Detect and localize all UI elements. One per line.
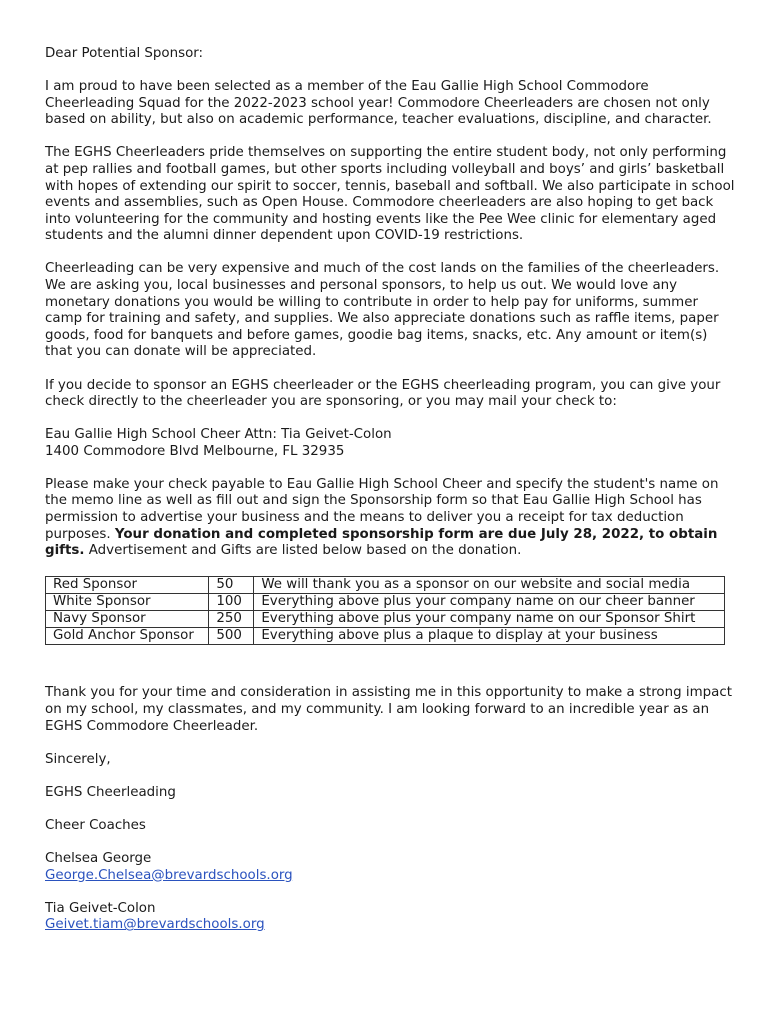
coaches-label: Cheer Coaches — [45, 817, 146, 833]
closing: Sincerely, — [45, 751, 111, 767]
table-row — [46, 628, 725, 645]
sponsor-amount: 500 — [209, 628, 254, 645]
org-name: EGHS Cheerleading — [45, 784, 176, 800]
coach-1-name: Chelsea George — [45, 850, 152, 866]
sponsor-level: Red Sponsor — [46, 577, 209, 594]
address-line-2: 1400 Commodore Blvd Melbourne, FL 32935 — [45, 443, 345, 459]
table-row — [46, 611, 725, 628]
coach-1-block — [45, 851, 735, 884]
mail-instructions-paragraph: If you decide to sponsor an EGHS cheerleader or the EGHS cheerleading program, you can give your check directly to the cheerleader you are sponsoring, or you may mail your check to: — [45, 377, 721, 410]
mailing-address — [45, 427, 735, 460]
sponsor-table — [45, 576, 725, 645]
sponsor-benefit: Everything above plus a plaque to display at your business — [254, 628, 725, 645]
sponsor-amount: 100 — [209, 594, 254, 611]
intro-paragraph: I am proud to have been selected as a member of the Eau Gallie High School Commodore Cheerleading Squad for the 2022-2023 school year! Commodore Cheerleaders are chosen not only based on ability, but also on academic performance, teacher evaluations, discipline, and character. — [45, 79, 712, 128]
thank-you-paragraph: Thank you for your time and consideration in assisting me in this opportunity to make a strong impact on my school, my classmates, and my community. I am looking forward to an incredible year as an EGHS Commodore Cheerleader. — [45, 685, 732, 734]
sponsor-amount: 250 — [209, 611, 254, 628]
address-line-1: Eau Gallie High School Cheer Attn: Tia Geivet-Colon — [45, 427, 392, 443]
coach-2-name: Tia Geivet-Colon — [45, 900, 156, 916]
table-row — [46, 577, 725, 594]
sponsor-benefit: We will thank you as a sponsor on our website and social media — [254, 577, 725, 594]
payment-text-start: Please make your check payable to Eau Gallie High School Cheer and specify the student's name on the memo line as well as fill out and sign the Sponsorship form so that Eau Gallie High School has permission to advertise your business and the means to deliver you a receipt for tax deduction purposes. — [45, 476, 719, 542]
sponsor-benefit: Everything above plus your company name on our Sponsor Shirt — [254, 611, 725, 628]
payment-paragraph — [45, 477, 735, 560]
costs-paragraph: Cheerleading can be very expensive and much of the cost lands on the families of the cheerleaders. We are asking you, local businesses and personal sponsors, to help us out. We would love any monetary donations you would be willing to contribute in order to help pay for uniforms, summer camp for training and safety, and supplies. We also appreciate donations such as raffle items, paper goods, food for banquets and before games, goodie bag items, snacks, etc. Any amount or item(s) that you can donate will be appreciated. — [45, 261, 720, 360]
coach-1-email-link[interactable]: George.Chelsea@brevardschools.org — [45, 867, 293, 883]
salutation: Dear Potential Sponsor: — [45, 46, 204, 61]
sponsor-level: White Sponsor — [46, 594, 209, 611]
table-row — [46, 594, 725, 611]
sponsor-benefit: Everything above plus your company name on our cheer banner — [254, 594, 725, 611]
coach-2-block — [45, 901, 735, 934]
sponsor-level: Navy Sponsor — [46, 611, 209, 628]
activities-paragraph: The EGHS Cheerleaders pride themselves on supporting the entire student body, not only performing at pep rallies and football games, but other sports including volleyball and boys’ and girls’ basketball with hopes of extending our spirit to soccer, tennis, baseball and softball. We also participate in school events and assemblies, such as Open House. Commodore cheerleaders are also hoping to get back into volunteering for the community and hosting events like the Pee Wee clinic for elementary aged students and the alumni dinner dependent upon COVID-19 restrictions. — [45, 145, 735, 244]
sponsor-level: Gold Anchor Sponsor — [46, 628, 209, 645]
payment-text-end: Advertisement and Gifts are listed below based on the donation. — [84, 543, 522, 559]
due-date-notice: Your donation and completed sponsorship form are due July 28, 2022, to obtain gifts. — [45, 526, 718, 559]
letter-page — [45, 46, 735, 950]
coach-2-email-link[interactable]: Geivet.tiam@brevardschools.org — [45, 917, 265, 933]
sponsor-amount: 50 — [209, 577, 254, 594]
